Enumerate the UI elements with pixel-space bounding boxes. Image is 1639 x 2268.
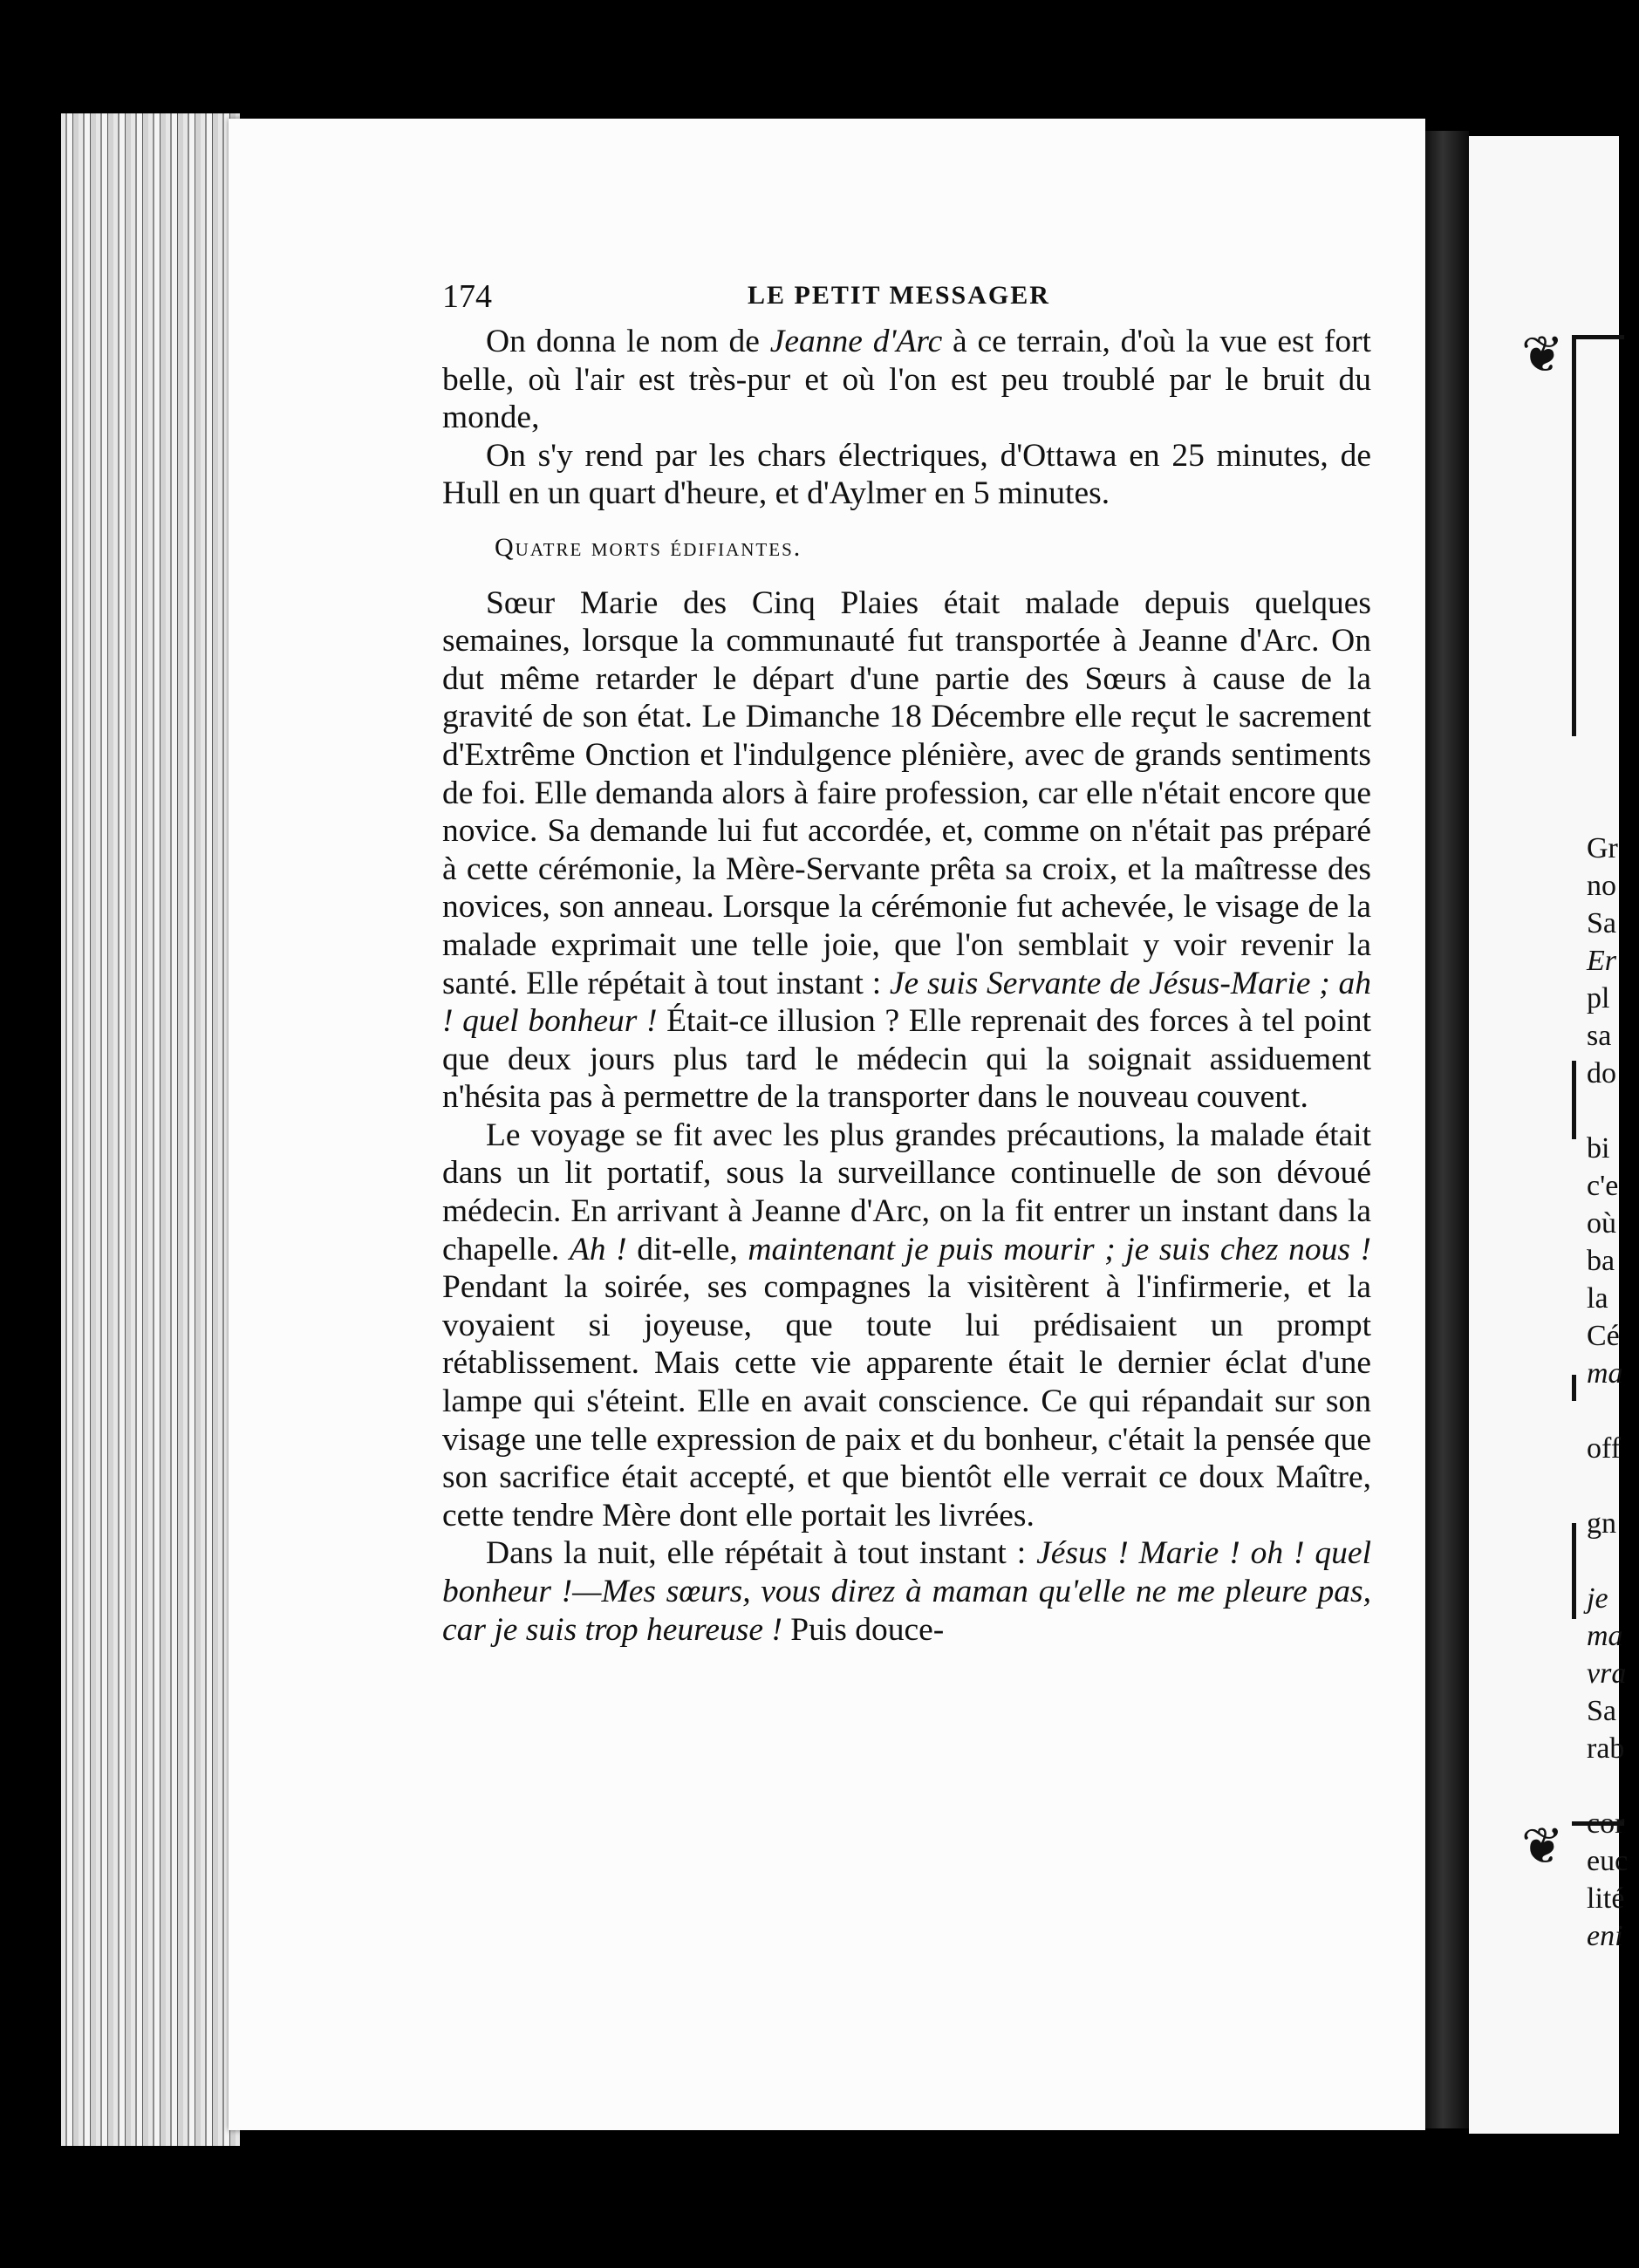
italic-run: maintenant je puis mourir ; je suis chez nous ! (748, 1231, 1371, 1267)
facing-line: Cé (1587, 1320, 1620, 1352)
facing-page (1469, 136, 1629, 2134)
paragraph (442, 584, 1371, 1117)
text-run: Puis douce- (782, 1611, 945, 1648)
paragraph (442, 1117, 1371, 1535)
facing-line: do (1587, 1057, 1616, 1090)
text-run: à ce terrain, d'où la vue est fort belle, où l'air est très-pur et où l'on est peu troublé par le bruit du monde, (442, 324, 1371, 436)
border-rule-left-low (1572, 1375, 1576, 1401)
facing-line: Er (1587, 945, 1616, 977)
facing-line: c'e (1587, 1170, 1619, 1202)
facing-line: gn (1587, 1507, 1616, 1540)
text-run: On donna le nom de (486, 324, 770, 359)
vine-ornament-bottom-icon: ❦ (1521, 1816, 1564, 1875)
book-page-edges (61, 113, 240, 2146)
page-number: 174 (442, 278, 492, 315)
running-head (442, 270, 1371, 323)
text-run: Sœur Marie des Cinq Plaies était malade depuis quelques semaines, lorsque la communauté fut transportée à Jeanne d'Arc. On dut même retarder le départ d'une partie des Sœurs à cause de la gravité de son état. Le Dimanche 18 Décembre elle reçut le sacrement d'Extrême Onction et l'indulgence plénière, avec de grands sentiments de foi. Elle demanda alors à faire profession, car elle n'était encore que novice. Sa demande lui fut accordée, et, comme on n'était pas préparé à cette cérémonie, la Mère-Servante prêta sa croix, et la maîtresse des novices, son anneau. Lorsque la cérémonie fut achevée, le visage de la malade exprimait une telle joie, que l'on semblait y voir revenir la santé. Elle répétait à tout instant : (442, 584, 1371, 1001)
facing-line: où (1587, 1207, 1616, 1240)
facing-line: Sa (1587, 1695, 1616, 1727)
vine-ornament-top-icon: ❦ (1521, 324, 1564, 384)
border-rule-left-bottom (1572, 1523, 1576, 1619)
running-title: LE PETIT MESSAGER (748, 281, 1050, 310)
facing-line: bi (1587, 1132, 1610, 1165)
facing-line (1587, 1467, 1639, 1505)
facing-line: la (1587, 1282, 1608, 1315)
facing-page-text (1587, 830, 1639, 1955)
text-run: Pendant la soirée, ses compagnes la visitèrent à l'infirmerie, et la voyaient si joyeuse, que toute lui prédisaient un prompt rétablissement. Mais cette vie apparente était le dernier éclat d'une lampe qui s'éteint. Elle en avait conscience. Ce qui répandait sur son visage une telle expression de paix et du bonheur, c'était la pensée que son sacrifice était accepté, et que bientôt elle verrait ce doux Maître, cette tendre Mère dont elle portait les livrées. (442, 1269, 1371, 1534)
paragraph: On s'y rend par les chars électriques, d'Ottawa en 25 minutes, de Hull en un quart d'heure, et d'Aylmer en 5 minutes. (442, 437, 1371, 512)
facing-line: vra (1587, 1657, 1627, 1690)
facing-line (1587, 1767, 1639, 1805)
facing-line (1587, 1542, 1639, 1580)
text-run: Le voyage se fit avec les plus grandes précautions, la malade était dans un lit portatif, sous la surveillance continuelle de son dévoué médecin. En arrivant à Jeanne d'Arc, on la fit entrer un instant dans la chapelle. (442, 1117, 1371, 1267)
italic-run: Jeanne d'Arc (769, 324, 943, 359)
facing-line: off (1587, 1432, 1622, 1465)
border-rule-left-top (1572, 335, 1576, 736)
facing-line: je (1587, 1582, 1608, 1615)
italic-run: Ah ! (569, 1231, 627, 1267)
facing-line: euc (1587, 1845, 1629, 1877)
body-text (442, 323, 1371, 1649)
facing-line: no (1587, 870, 1616, 902)
facing-line (1587, 1392, 1639, 1430)
border-rule-left-mid (1572, 1061, 1576, 1139)
paragraph (442, 1534, 1371, 1649)
facing-line: ma (1587, 1620, 1623, 1652)
facing-line: sa (1587, 1020, 1612, 1052)
italic-run: Je suis Servante de Jésus-Marie ; ah ! quel bonheur ! (442, 965, 1371, 1040)
facing-line: Gr (1587, 832, 1618, 864)
facing-line: ma (1587, 1357, 1623, 1390)
section-heading: Quatre morts édifiantes. (495, 532, 802, 562)
facing-line: rab (1587, 1732, 1625, 1765)
facing-line: lité (1587, 1882, 1625, 1915)
border-rule-top (1572, 335, 1624, 339)
book-gutter (1425, 131, 1469, 2128)
text-run: Était-ce illusion ? Elle reprenait des forces à tel point que deux jours plus tard le médecin qui la soignait assiduement n'hésita pas à permettre de la transporter dans le nouveau couvent. (442, 1003, 1371, 1116)
facing-line: pl (1587, 982, 1610, 1014)
facing-line: cor (1587, 1807, 1625, 1840)
paragraph (442, 323, 1371, 437)
text-run: dit-elle, (626, 1231, 748, 1267)
facing-line: Sa (1587, 907, 1616, 939)
text-run: Dans la nuit, elle répétait à tout instant : (486, 1535, 1037, 1572)
facing-line: ba (1587, 1245, 1615, 1277)
italic-run: Jésus ! Marie ! oh ! quel bonheur !—Mes sœurs, vous direz à maman qu'elle ne me pleure pas, car je suis trop heureuse ! (442, 1535, 1371, 1648)
facing-line (1587, 1092, 1639, 1130)
page-content (442, 270, 1371, 1649)
facing-line: eni (1587, 1920, 1623, 1952)
